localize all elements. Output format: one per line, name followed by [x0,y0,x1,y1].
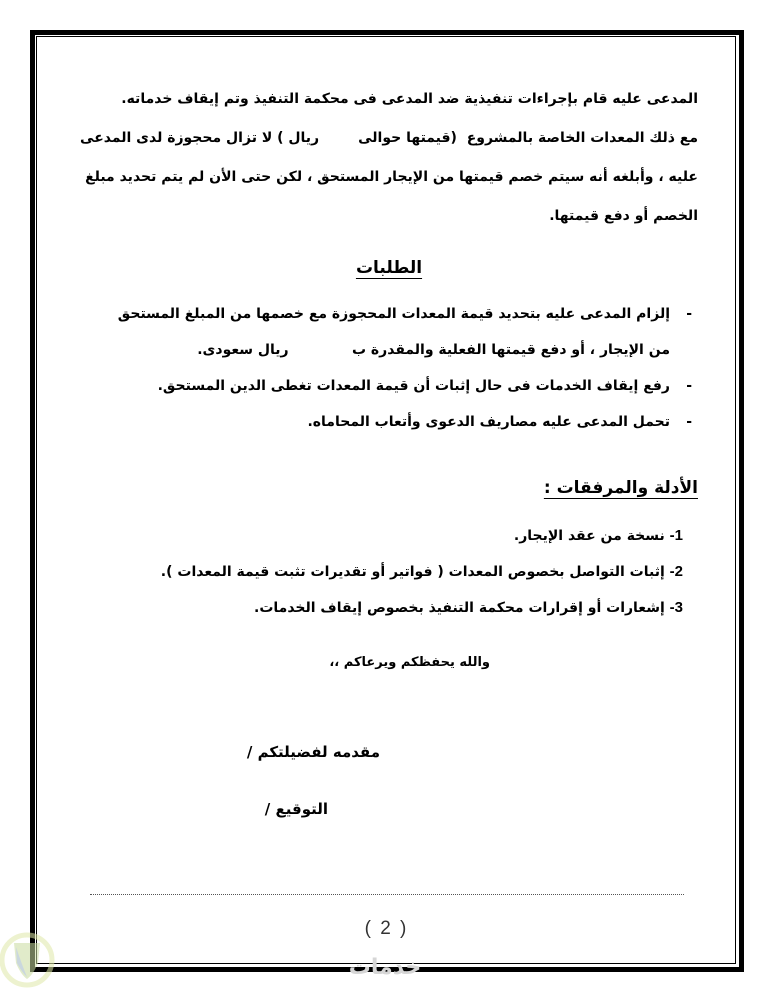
request-text-continued: من الإيجار ، أو دفع قيمتها الفعلية والمقدرة ب ريال سعودى. [197,342,670,358]
page-number: ( 2 ) [364,918,409,939]
requests-heading [80,258,698,278]
paragraph-line: الخصم أو دفع قيمتها. [549,208,698,224]
request-item [80,404,698,440]
bullet-dash: - [686,378,692,394]
attachment-text: نسخة من عقد الإيجار. [513,528,670,544]
attachments-list [80,518,698,626]
submitted-by-line: مقدمه لفضيلتكم / [246,743,380,761]
watermark-text: خدمات [348,955,422,980]
requests-list [80,296,698,440]
request-text: تحمل المدعى عليه مصاريف الدعوى وأتعاب المحاماه. [307,414,670,430]
document-page [80,80,698,818]
facts-paragraph [80,80,698,236]
attachments-heading-text: الأدلة والمرفقات : [543,478,698,498]
attachment-number: 1- [669,527,683,544]
attachment-item [80,590,698,626]
attachment-number: 3- [669,599,683,616]
attachments-heading [544,478,698,498]
footer-divider [90,894,684,895]
attachment-text: إثبات التواصل بخصوص المعدات ( فواتير أو تقديرات تثبت قيمة المعدات ). [160,564,670,580]
request-text: رفع إيقاف الخدمات فى حال إثبات أن قيمة المعدات تغطى الدين المستحق. [157,378,670,394]
signature-line: التوقيع / [264,800,328,818]
request-text: إلزام المدعى عليه بتحديد قيمة المعدات المحجوزة مع خصمها من المبلغ المستحق [117,306,670,322]
paragraph-line: مع ذلك المعدات الخاصة بالمشروع (قيمتها حوالى ريال ) لا تزال محجوزة لدى المدعى [80,130,698,146]
paragraph-line: المدعى عليه قام بإجراءات تنفيذية ضد المدعى فى محكمة التنفيذ وتم إيقاف خدماته. [121,91,698,107]
request-item [80,368,698,404]
closing-salutation: والله يحفظكم ويرعاكم ،، [329,655,490,670]
requests-heading-text: الطلبات [355,258,423,278]
attachment-item [80,554,698,590]
paragraph-line: عليه ، وأبلغه أنه سيتم خصم قيمتها من الإيجار المستحق ، لكن حتى الأن لم يتم تحديد مبلغ [85,169,698,185]
attachment-item [80,518,698,554]
bullet-dash: - [686,414,692,430]
attachment-number: 2- [669,563,683,580]
request-item [80,296,698,368]
bullet-dash: - [686,306,692,322]
attachment-text: إشعارات أو إقرارات محكمة التنفيذ بخصوص إيقاف الخدمات. [254,600,670,616]
watermark-logo-icon [0,925,55,995]
